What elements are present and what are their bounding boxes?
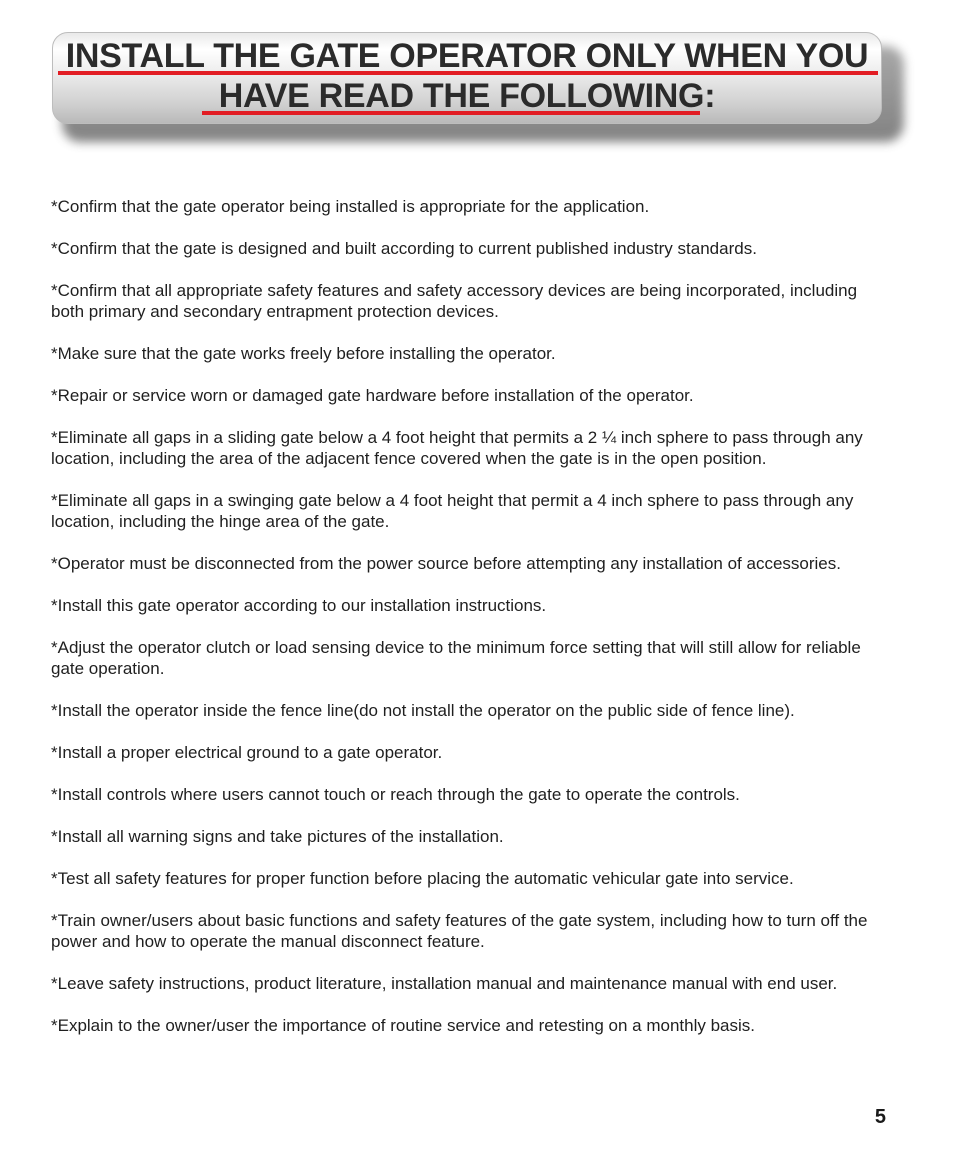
instructions-list <box>51 196 891 1057</box>
list-item: *Train owner/users about basic functions and safety features of the gate system, including how to turn off the power and how to operate the manual disconnect feature. <box>51 911 868 951</box>
list-item: *Adjust the operator clutch or load sensing device to the minimum force setting that will still allow for reliable gate operation. <box>51 638 861 678</box>
list-item: *Install a proper electrical ground to a gate operator. <box>51 743 443 762</box>
page-title-line-2: HAVE READ THE FOLLOWING: <box>218 77 716 115</box>
list-item: *Confirm that the gate is designed and built according to current published industry standards. <box>51 239 757 258</box>
list-item: *Repair or service worn or damaged gate hardware before installation of the operator. <box>51 386 694 405</box>
list-item: *Make sure that the gate works freely before installing the operator. <box>51 344 556 363</box>
list-item: *Eliminate all gaps in a swinging gate below a 4 foot height that permit a 4 inch sphere to pass through any location, including the hinge area of the gate. <box>51 491 854 531</box>
list-item: *Operator must be disconnected from the power source before attempting any installation of accessories. <box>51 554 841 573</box>
list-item: *Install the operator inside the fence line(do not install the operator on the public side of fence line). <box>51 701 795 720</box>
list-item: *Explain to the owner/user the importance of routine service and retesting on a monthly basis. <box>51 1016 755 1035</box>
list-item: *Eliminate all gaps in a sliding gate below a 4 foot height that permits a 2 ¼ inch sphere to pass through any location, including the area of the adjacent fence covered when the gate is in the open position. <box>51 428 863 468</box>
page-number: 5 <box>874 1106 886 1128</box>
list-item: *Confirm that the gate operator being installed is appropriate for the application. <box>51 197 650 216</box>
list-item: *Install controls where users cannot touch or reach through the gate to operate the controls. <box>51 785 740 804</box>
page-title-line-1: INSTALL THE GATE OPERATOR ONLY WHEN YOU <box>65 37 869 75</box>
list-item: *Leave safety instructions, product literature, installation manual and maintenance manual with end user. <box>51 974 838 993</box>
list-item: *Install all warning signs and take pictures of the installation. <box>51 827 504 846</box>
list-item: *Test all safety features for proper function before placing the automatic vehicular gate into service. <box>51 869 794 888</box>
list-item: *Install this gate operator according to our installation instructions. <box>51 596 547 615</box>
list-item: *Confirm that all appropriate safety features and safety accessory devices are being incorporated, including both primary and secondary entrapment protection devices. <box>51 281 858 321</box>
